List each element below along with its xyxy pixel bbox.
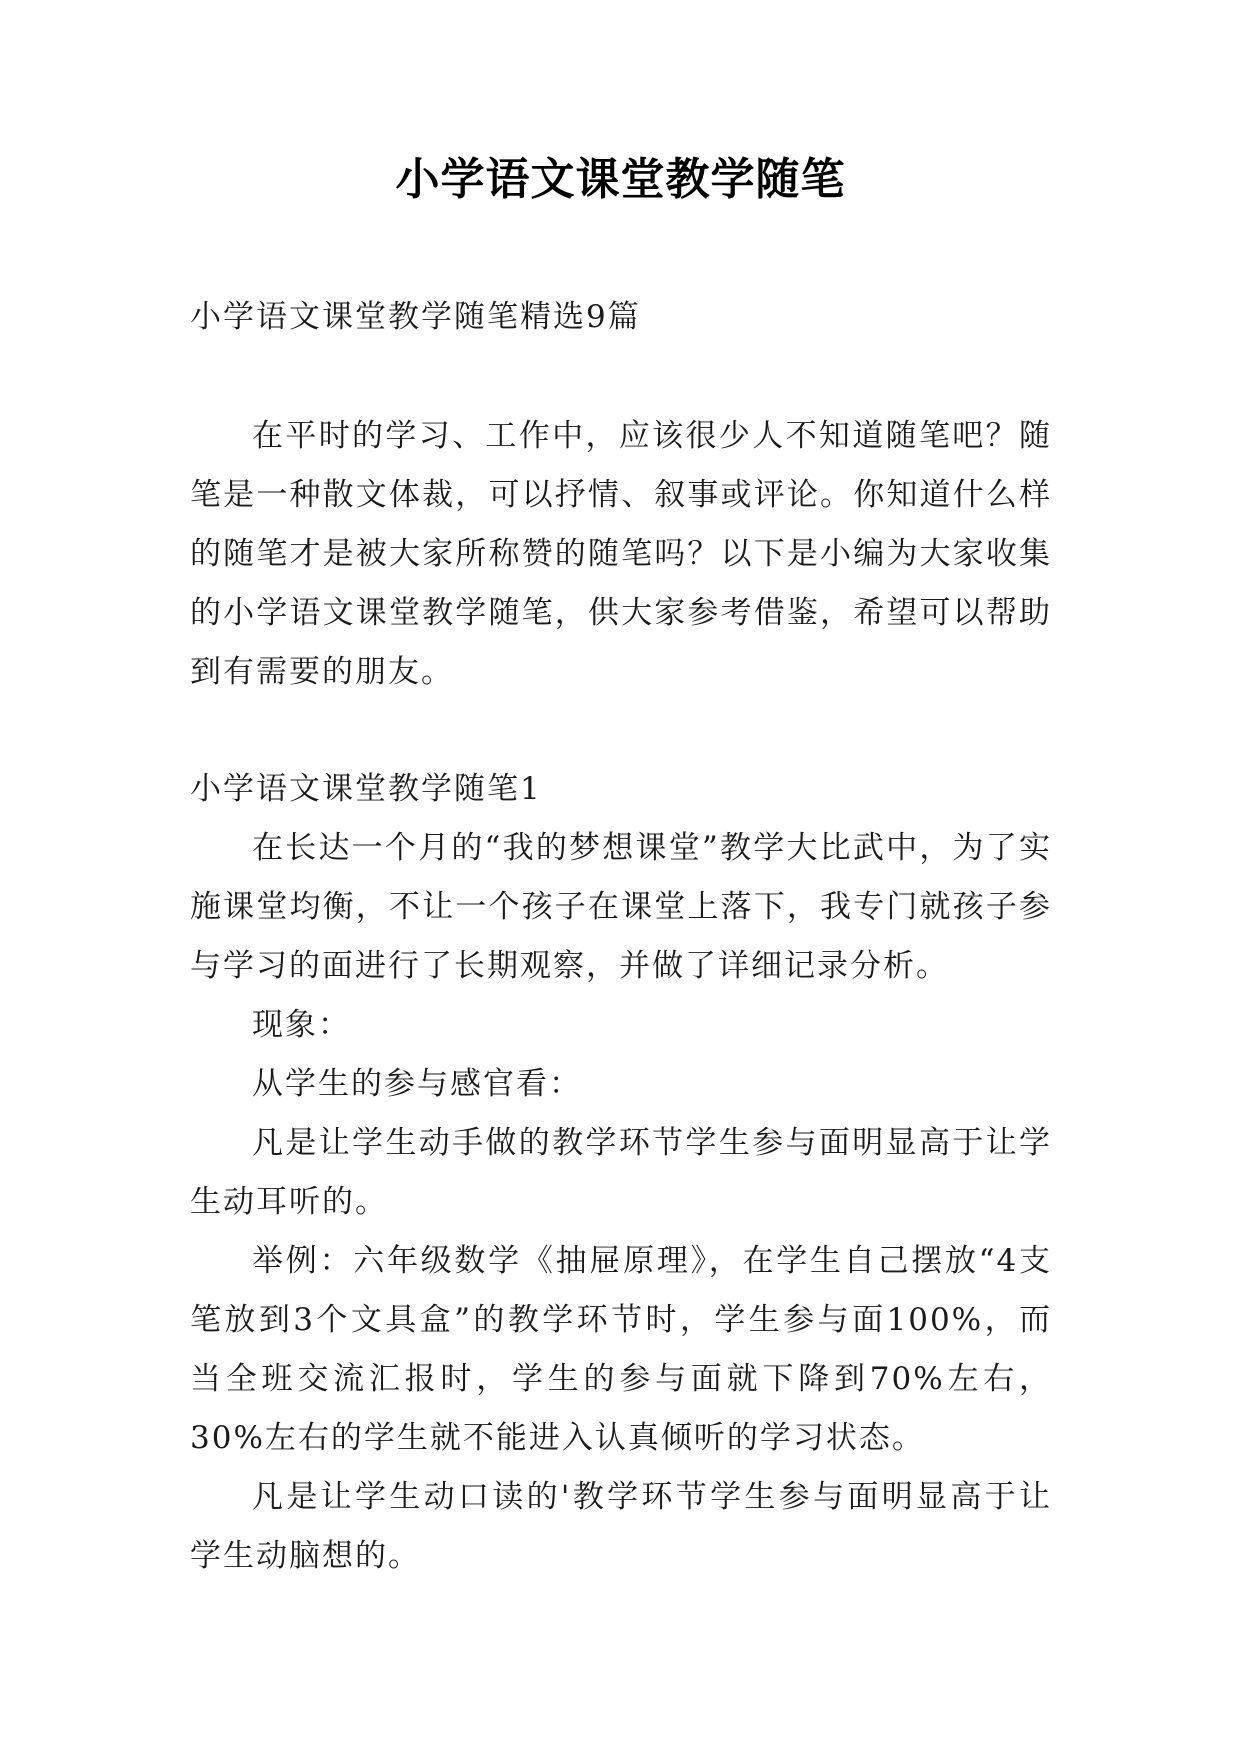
body-paragraph: 从学生的参与感官看： [252,1066,582,1102]
body-paragraph: 凡是让学生动口读的'教学环节学生参与面明显高于让学生动脑想的。 [190,1479,1052,1574]
body-paragraph: 凡是让学生动手做的教学环节学生参与面明显高于让学生动耳听的。 [190,1125,1052,1220]
document-subtitle: 小学语文课堂教学随笔精选9篇 [190,299,641,335]
document-body [190,288,1052,1586]
intro-paragraph: 在平时的学习、工作中，应该很少人不知道随笔吧？随笔是一种散文体裁，可以抒情、叙事或评论。你知道什么样的随笔才是被大家所称赞的随笔吗？以下是小编为大家收集的小学语文课堂教学随笔，供大家参考借鉴，希望可以帮助到有需要的朋友。 [190,418,1052,690]
body-paragraph: 在长达一个月的“我的梦想课堂”教学大比武中，为了实施课堂均衡，不让一个孩子在课堂上落下，我专门就孩子参与学习的面进行了长期观察，并做了详细记录分析。 [190,830,1052,984]
section-heading: 小学语文课堂教学随笔1 [190,771,542,807]
spacer [190,347,1052,407]
body-paragraph: 现象： [252,1007,351,1043]
spacer [190,702,1052,760]
document-title: 小学语文课堂教学随笔 [395,154,846,205]
body-paragraph: 举例：六年级数学《抽屉原理》，在学生自己摆放“4支笔放到3个文具盒”的教学环节时，学生参与面100%，而当全班交流汇报时，学生的参与面就下降到70%左右，30%左右的学生就不能进入认真倾听的学习状态。 [190,1243,1052,1456]
